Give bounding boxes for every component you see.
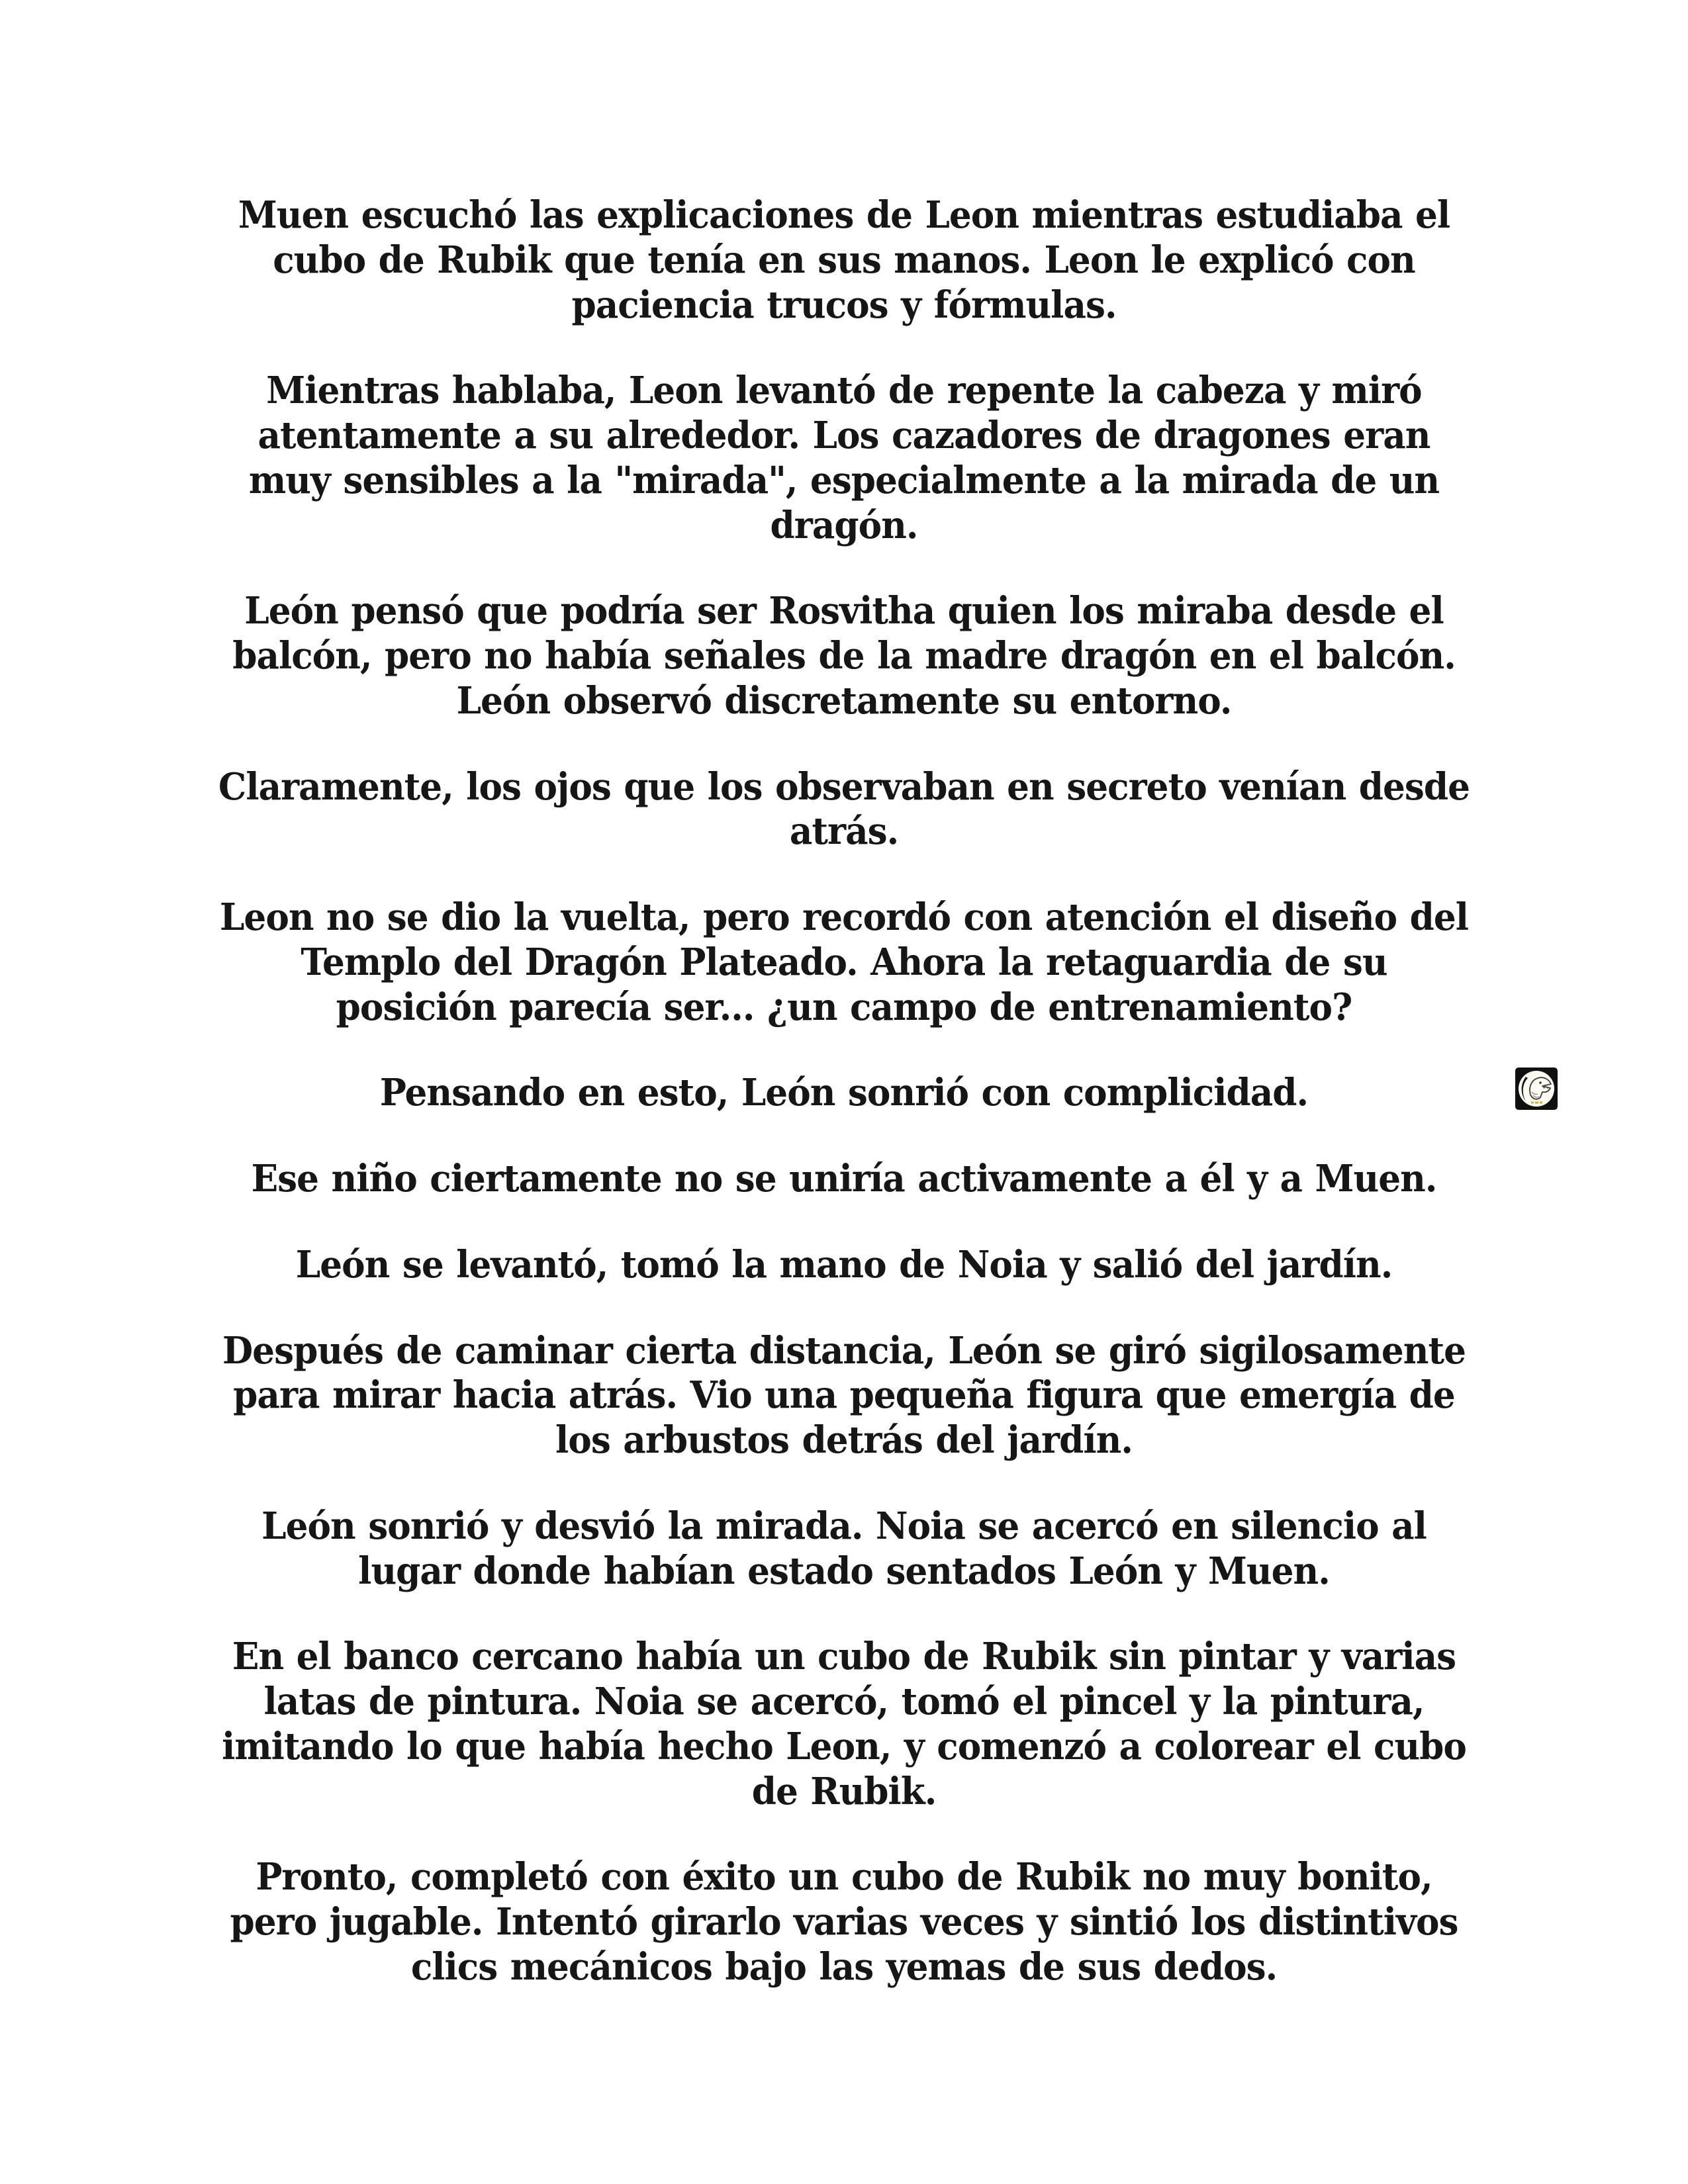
paragraph: Claramente, los ojos que los observaban en secreto venían desde atrás. xyxy=(218,764,1470,854)
document-body xyxy=(215,193,1473,2031)
paragraph: León se levantó, tomó la mano de Noia y salió del jardín. xyxy=(295,1242,1393,1287)
paragraph: Muen escuchó las explicaciones de Leon mientras estudiaba el cubo de Rubik que tenía en sus manos. Leon le explicó con paciencia trucos y fórmulas. xyxy=(238,193,1450,327)
paragraph: Pensando en esto, León sonrió con complicidad. xyxy=(379,1071,1309,1115)
paragraph: León sonrió y desvió la mirada. Noia se acercó en silencio al lugar donde habían estado sentados León y Muen. xyxy=(261,1504,1427,1593)
paragraph: En el banco cercano había un cubo de Rubik sin pintar y varias latas de pintura. Noia se acercó, tomó el pincel y la pintura, imitando lo que había hecho Leon, y comenzó a colorear el cubo de Rubik. xyxy=(222,1635,1466,1813)
paragraph: Ese niño ciertamente no se uniría activamente a él y a Muen. xyxy=(251,1157,1437,1201)
paragraph: Mientras hablaba, Leon levantó de repente la cabeza y miró atentamente a su alrededor. Los cazadores de dragones eran muy sensibles a la "mirada", especialmente a la mirada de un dragón. xyxy=(248,369,1440,547)
paragraph: Leon no se dio la vuelta, pero recordó con atención el diseño del Templo del Dragón Plateado. Ahora la retaguardia de su posición parecía ser... ¿un campo de entrenamiento? xyxy=(219,895,1469,1029)
paragraph: León pensó que podría ser Rosvitha quien los miraba desde el balcón, pero no había señales de la madre dragón en el balcón. León observó discretamente su entorno. xyxy=(232,589,1456,723)
dragon-head-icon xyxy=(1515,1068,1558,1110)
paragraph: Después de caminar cierta distancia, León se giró sigilosamente para mirar hacia atrás. Vio una pequeña figura que emergía de los arbustos detrás del jardín. xyxy=(222,1328,1466,1462)
dragon-watermark xyxy=(1515,1068,1558,1110)
paragraph: Pronto, completó con éxito un cubo de Rubik no muy bonito, pero jugable. Intentó girarlo varias veces y sintió los distintivos clics mecánicos bajo las yemas de sus dedos. xyxy=(230,1855,1458,1989)
